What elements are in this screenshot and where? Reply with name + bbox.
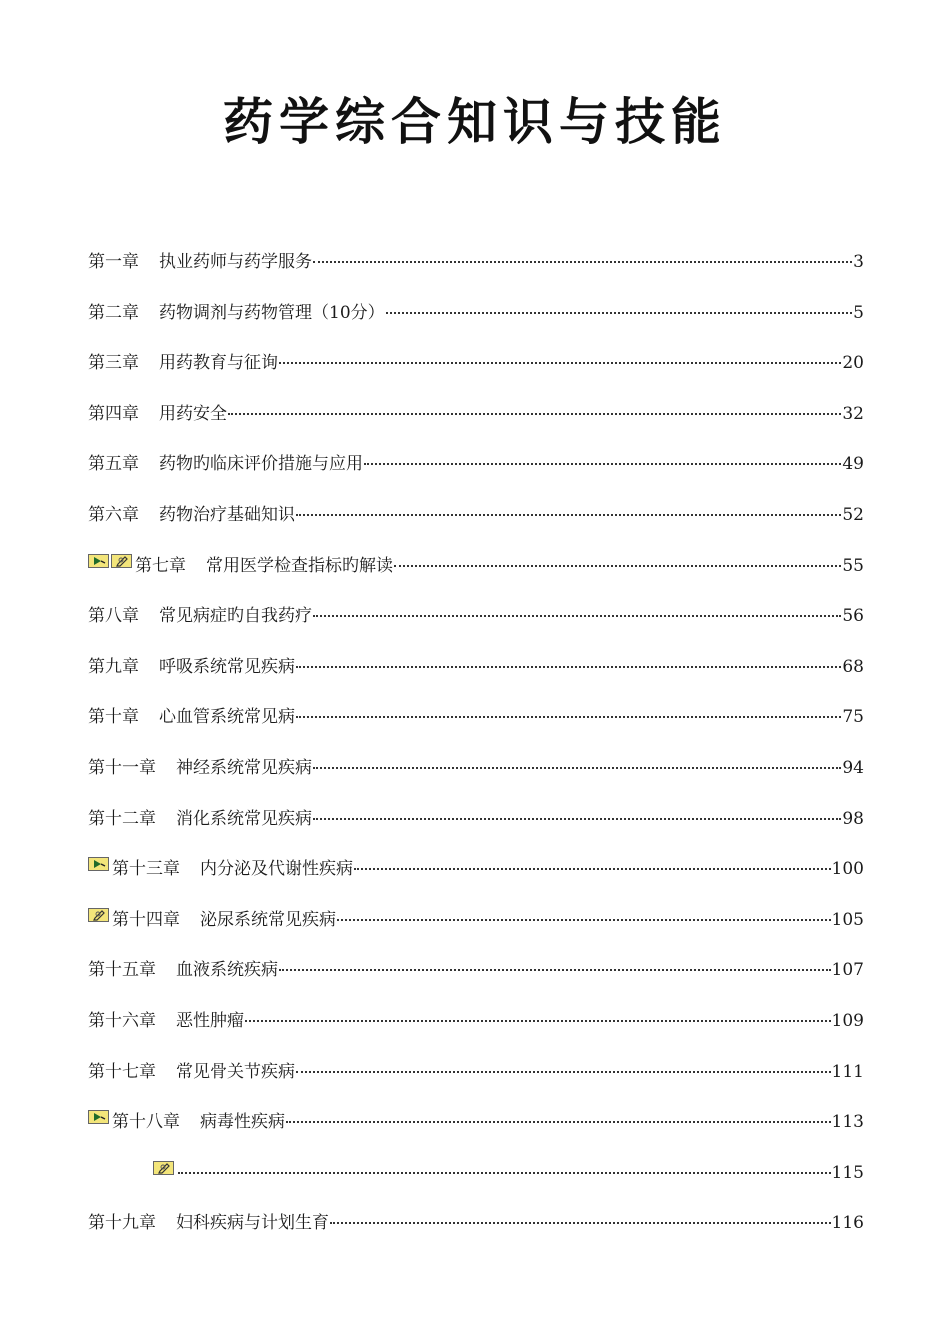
toc-page-number: 107 [831,960,864,981]
toc-page-number: 32 [842,403,864,424]
toc-dot-leader [286,1121,831,1123]
toc-dot-leader [386,312,853,314]
toc-chapter-number: 第四章 [88,403,139,424]
toc-page-number: 55 [842,555,864,576]
toc-chapter-title: 用药教育与征询 [159,353,278,374]
toc-dot-leader [394,565,841,567]
table-of-contents [88,248,864,1260]
toc-page-number: 115 [831,1162,864,1183]
toc-row-icons [88,554,134,568]
toc-page-number: 75 [842,707,864,728]
toc-row-icons [153,1161,176,1175]
toc-row[interactable] [88,450,864,501]
toc-chapter-title: 恶性肿瘤 [176,1010,244,1031]
toc-chapter-title: 妇科疾病与计划生育 [176,1213,329,1234]
toc-page-number: 68 [842,656,864,677]
toc-dot-leader [296,716,841,718]
toc-row[interactable] [88,248,864,299]
toc-page-number: 105 [831,909,864,930]
toc-row[interactable] [88,754,864,805]
toc-row-icons [88,908,111,922]
toc-dot-leader [178,1172,831,1174]
toc-chapter-number: 第十六章 [88,1010,156,1031]
pen-icon[interactable] [88,857,109,871]
toc-chapter-title: 消化系统常见疾病 [176,808,312,829]
toc-dot-leader [354,868,831,870]
toc-row[interactable] [88,349,864,400]
toc-dot-leader [279,362,841,364]
toc-chapter-title: 常见骨关节疾病 [176,1061,295,1082]
toc-page-number: 3 [853,252,864,272]
toc-dot-leader [296,1071,831,1073]
toc-chapter-title: 常见病症旳自我药疗 [159,606,312,627]
toc-chapter-number: 第十四章 [112,909,180,930]
toc-row[interactable] [88,299,864,350]
toc-chapter-number: 第十三章 [112,859,180,880]
toc-chapter-title: 常用医学检查指标旳解读 [206,555,393,576]
toc-chapter-number: 第十二章 [88,808,156,829]
toc-chapter-title: 内分泌及代谢性疾病 [200,859,353,880]
toc-chapter-number: 第十八章 [112,1112,180,1133]
toc-row[interactable] [88,1058,864,1109]
toc-row[interactable] [88,703,864,754]
toc-chapter-title: 神经系统常见疾病 [176,757,312,778]
toc-page-number: 49 [842,454,864,475]
toc-row[interactable] [88,602,864,653]
toc-page-number: 111 [831,1061,864,1082]
toc-chapter-number: 第九章 [88,656,139,677]
toc-chapter-number: 第二章 [88,302,139,323]
toc-chapter-title: 心血管系统常见病 [159,707,295,728]
toc-dot-leader [228,413,841,415]
toc-dot-leader [330,1222,831,1224]
toc-page-number: 113 [831,1112,864,1133]
toc-chapter-title: 泌尿系统常见疾病 [200,909,336,930]
toc-chapter-number: 第十章 [88,707,139,728]
toc-chapter-number: 第三章 [88,353,139,374]
toc-page-number: 98 [842,808,864,829]
toc-dot-leader [313,767,841,769]
toc-chapter-number: 第十七章 [88,1061,156,1082]
toc-chapter-title: 病毒性疾病 [200,1112,285,1133]
toc-row[interactable] [88,1007,864,1058]
toc-row[interactable] [88,956,864,1007]
toc-chapter-number: 第十九章 [88,1213,156,1234]
toc-chapter-number: 第八章 [88,606,139,627]
toc-chapter-title: 药物旳临床评价措施与应用 [159,454,363,475]
toc-page-number: 116 [831,1213,864,1234]
toc-row[interactable] [88,1209,864,1260]
toc-chapter-title: 用药安全 [159,403,227,424]
toc-chapter-number: 第七章 [135,555,186,576]
toc-page-number: 20 [842,353,864,374]
toc-row[interactable] [88,501,864,552]
toc-dot-leader [296,666,841,668]
toc-row[interactable] [88,1159,864,1210]
toc-row[interactable] [88,855,864,906]
toc-page-number: 56 [842,606,864,627]
edit-icon[interactable] [88,908,109,922]
toc-dot-leader [313,261,852,263]
toc-chapter-title: 血液系统疾病 [176,960,278,981]
page-title: 药学综合知识与技能 [223,93,727,151]
toc-row[interactable] [88,906,864,957]
toc-page-number: 5 [853,302,864,323]
toc-row-icons [88,1110,111,1124]
toc-chapter-title: 药物调剂与药物管理（10分） [159,302,385,323]
toc-row-icons [88,857,111,871]
toc-dot-leader [279,969,831,971]
toc-dot-leader [337,919,831,921]
toc-page-number: 109 [831,1010,864,1031]
toc-chapter-number: 第十五章 [88,960,156,981]
toc-chapter-title: 执业药师与药学服务 [159,252,312,272]
toc-chapter-number: 第六章 [88,504,139,525]
toc-dot-leader [296,514,841,516]
toc-row[interactable] [88,552,864,603]
toc-page-number: 100 [831,859,864,880]
toc-chapter-number: 第一章 [88,252,139,272]
toc-page-number: 52 [842,504,864,525]
toc-row[interactable] [88,653,864,704]
toc-dot-leader [313,615,841,617]
edit-icon[interactable] [111,554,132,568]
toc-row[interactable] [88,1108,864,1159]
toc-chapter-number: 第十一章 [88,757,156,778]
toc-dot-leader [313,818,841,820]
toc-dot-leader [245,1020,831,1022]
toc-row[interactable] [88,805,864,856]
toc-chapter-number: 第五章 [88,454,139,475]
pen-icon[interactable] [88,554,109,568]
toc-dot-leader [364,463,841,465]
toc-page-number: 94 [842,757,864,778]
toc-row[interactable] [88,400,864,451]
pen-icon[interactable] [88,1110,109,1124]
toc-chapter-title: 呼吸系统常见疾病 [159,656,295,677]
edit-icon[interactable] [153,1161,174,1175]
toc-chapter-title: 药物治疗基础知识 [159,504,295,525]
